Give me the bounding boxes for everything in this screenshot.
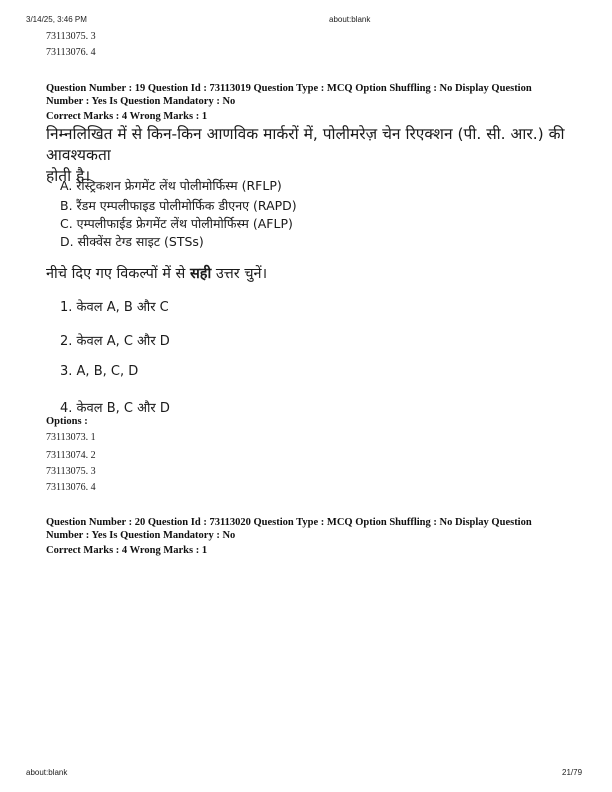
choice-2: 2. केवल A, C और D xyxy=(60,334,170,349)
print-datetime: 3/14/25, 3:46 PM xyxy=(26,15,87,24)
question-19-text-line1: निम्नलिखित में से किन-किन आणविक मार्करों में, पोलीमरेज़ चेन रिएक्शन (पी. सी. आर.) की आवश्यकता xyxy=(46,125,565,164)
prev-option: 73113075. 3 xyxy=(46,31,96,42)
instruction-pre: नीचे दिए गए विकल्पों में से xyxy=(46,266,190,282)
question-19-meta-line1: Question Number : 19 Question Id : 73113019 Question Type : MCQ Option Shuffling : No Display Question xyxy=(46,83,532,94)
instruction-bold: सही xyxy=(189,266,212,282)
option-id: 73113073. 1 xyxy=(46,432,96,443)
choice-3: 3. A, B, C, D xyxy=(60,364,139,379)
option-id: 73113074. 2 xyxy=(46,450,96,461)
option-id: 73113076. 4 xyxy=(46,482,96,493)
question-19-meta-line2: Number : Yes Is Question Mandatory : No xyxy=(46,96,236,107)
instruction-post: उत्तर चुनें। xyxy=(211,266,268,282)
print-page-number: 21/79 xyxy=(562,768,583,777)
question-19-marks: Correct Marks : 4 Wrong Marks : 1 xyxy=(46,111,208,122)
choice-1: 1. केवल A, B और C xyxy=(60,300,169,315)
print-page-title: about:blank xyxy=(329,15,371,24)
options-label: Options : xyxy=(46,416,88,427)
print-footer-url: about:blank xyxy=(26,768,68,777)
question-20-marks: Correct Marks : 4 Wrong Marks : 1 xyxy=(46,545,208,556)
choice-4: 4. केवल B, C और D xyxy=(60,401,170,416)
option-id: 73113075. 3 xyxy=(46,466,96,477)
statement-d: D. सीक्वेंस टेग्ड साइट (STSs) xyxy=(60,234,204,249)
statement-b: B. रैंडम एम्पलीफाइड पोलीमोर्फिक डीएनए (RAPD) xyxy=(60,198,297,213)
prev-option: 73113076. 4 xyxy=(46,47,96,58)
statement-a: A. रेस्ट्रिकशन फ्रेगमेंट लेंथ पोलीमोर्फिस्म (RFLP) xyxy=(60,178,282,193)
question-19-instruction xyxy=(46,263,267,283)
statement-c: C. एम्पलीफाईड फ्रेगमेंट लेंथ पोलीमोर्फिस्म (AFLP) xyxy=(60,216,293,231)
question-19-text-line2: होती है। xyxy=(46,167,91,185)
question-19-meta xyxy=(46,82,576,108)
question-20-meta xyxy=(46,516,576,542)
question-20-meta-line1: Question Number : 20 Question Id : 73113020 Question Type : MCQ Option Shuffling : No Display Question xyxy=(46,517,532,528)
question-20-meta-line2: Number : Yes Is Question Mandatory : No xyxy=(46,530,236,541)
